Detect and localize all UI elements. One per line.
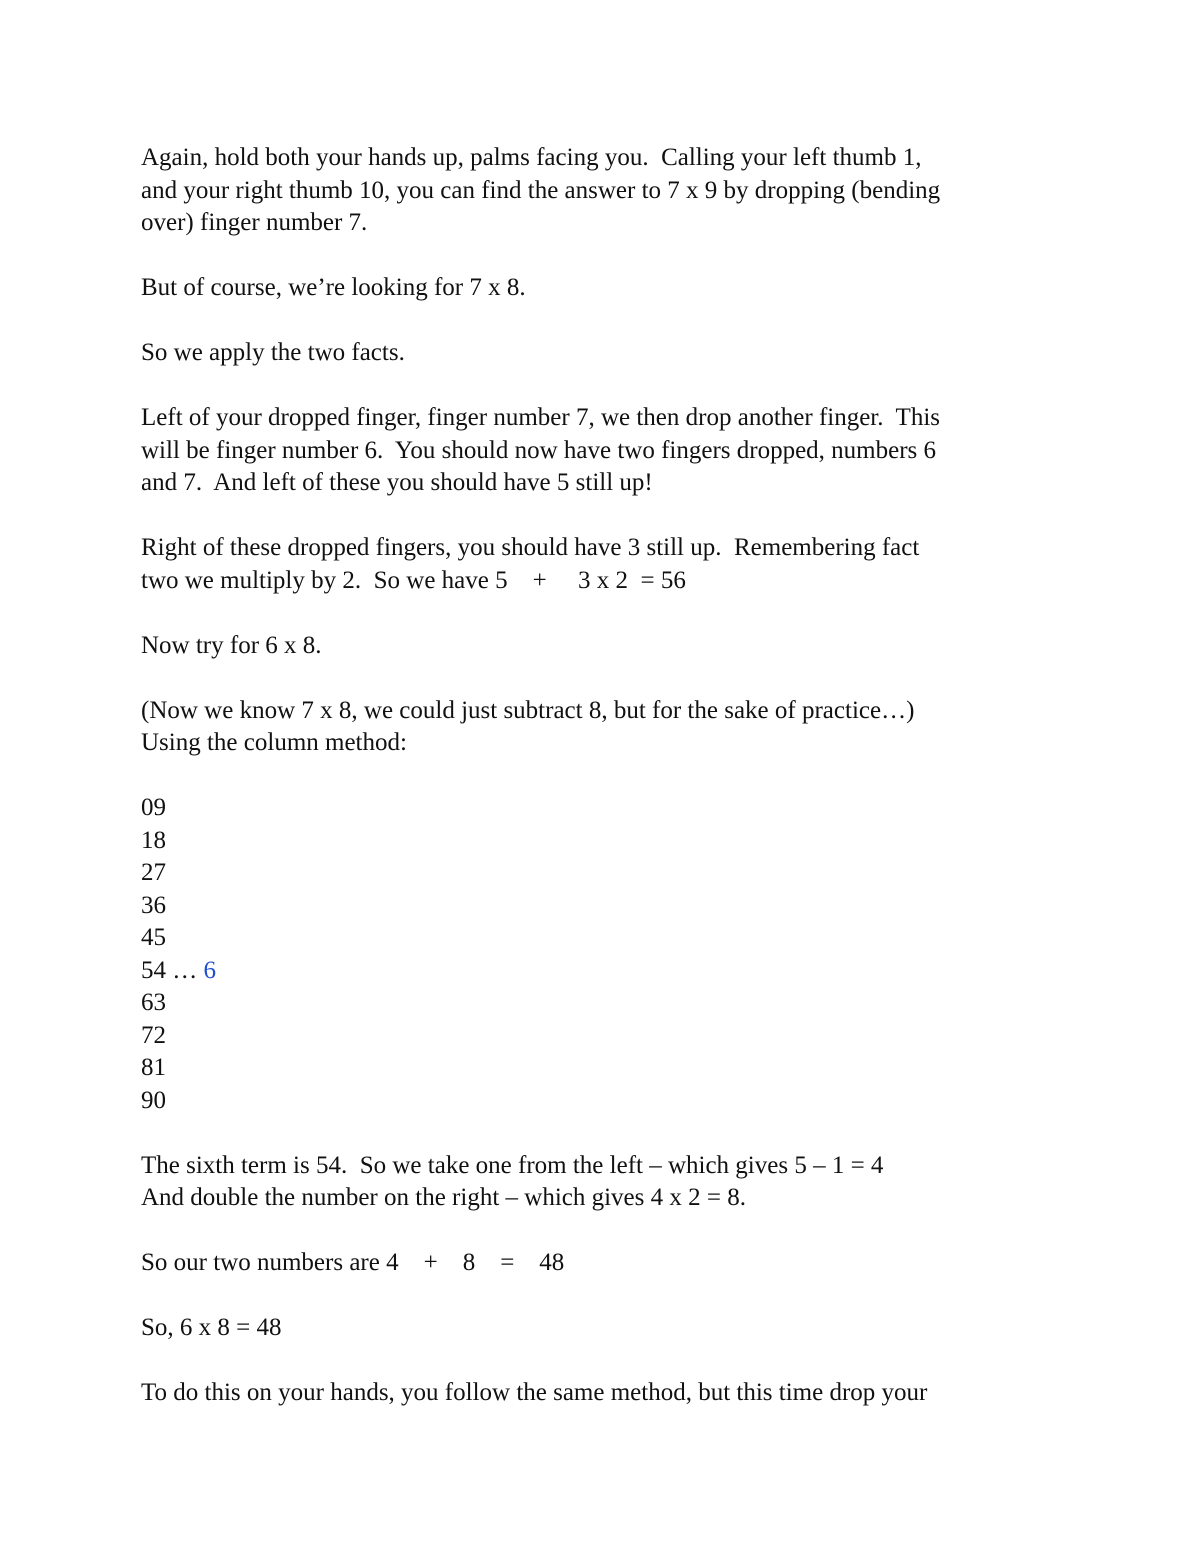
paragraph-1-line-3: over) finger number 7. (141, 209, 368, 236)
column-value: 54 (141, 956, 166, 984)
column-value: 36 (141, 891, 166, 919)
paragraph-11-line-1: To do this on your hands, you follow the same method, but this time drop your (141, 1379, 928, 1406)
column-value: 27 (141, 859, 166, 886)
paragraph-4-line-2: will be finger number 6. You should now have two fingers dropped, numbers 6 (141, 436, 937, 464)
paragraph-gap (141, 1215, 1061, 1248)
document-body (141, 142, 1061, 1410)
paragraph-7-line-1: (Now we know 7 x 8, we could just subtract 8, but for the sake of practice…) (141, 696, 915, 724)
paragraph-3-line-1: So we apply the two facts. (141, 339, 405, 366)
paragraph-gap (141, 1345, 1061, 1378)
paragraph-gap (141, 597, 1061, 630)
paragraph-gap (141, 500, 1061, 533)
column-value: 63 (141, 989, 166, 1016)
paragraph-1-line-1: Again, hold both your hands up, palms facing you. Calling your left thumb 1, (141, 144, 922, 171)
column-value: 90 (141, 1086, 166, 1114)
paragraph-gap (141, 760, 1061, 793)
column-value: 18 (141, 826, 166, 854)
paragraph-8-line-1: The sixth term is 54. So we take one from the left – which gives 5 – 1 = 4 (141, 1151, 884, 1179)
paragraph-4-line-3: and 7. And left of these you should have 5 still up! (141, 469, 653, 496)
column-marker-number: 6 (203, 956, 216, 984)
column-value: 09 (141, 794, 166, 821)
paragraph-4-line-1: Left of your dropped finger, finger number 7, we then drop another finger. This (141, 404, 940, 431)
column-marker: … (166, 956, 204, 984)
column-value: 45 (141, 924, 166, 951)
column-row-highlighted (141, 955, 1061, 988)
paragraph-8-line-2: And double the number on the right – which gives 4 x 2 = 8. (141, 1184, 746, 1211)
paragraph-10-line-1: So, 6 x 8 = 48 (141, 1314, 282, 1341)
paragraph-gap (141, 1280, 1061, 1313)
column-value: 72 (141, 1021, 166, 1049)
paragraph-9-line-1: So our two numbers are 4 + 8 = 48 (141, 1249, 565, 1276)
paragraph-gap (141, 240, 1061, 273)
multiples-column (141, 792, 1061, 1117)
paragraph-1-line-2: and your right thumb 10, you can find the answer to 7 x 9 by dropping (bending (141, 176, 941, 204)
paragraph-gap (141, 1117, 1061, 1150)
paragraph-gap (141, 662, 1061, 695)
paragraph-5-line-2: two we multiply by 2. So we have 5 + 3 x 2 = 56 (141, 566, 686, 594)
paragraph-2-line-1: But of course, we’re looking for 7 x 8. (141, 274, 526, 301)
paragraph-6-line-1: Now try for 6 x 8. (141, 631, 322, 659)
paragraph-5-line-1: Right of these dropped fingers, you should have 3 still up. Remembering fact (141, 534, 920, 561)
column-value: 81 (141, 1054, 166, 1081)
paragraph-gap (141, 305, 1061, 338)
paragraph-gap (141, 370, 1061, 403)
paragraph-7-line-2: Using the column method: (141, 729, 407, 756)
